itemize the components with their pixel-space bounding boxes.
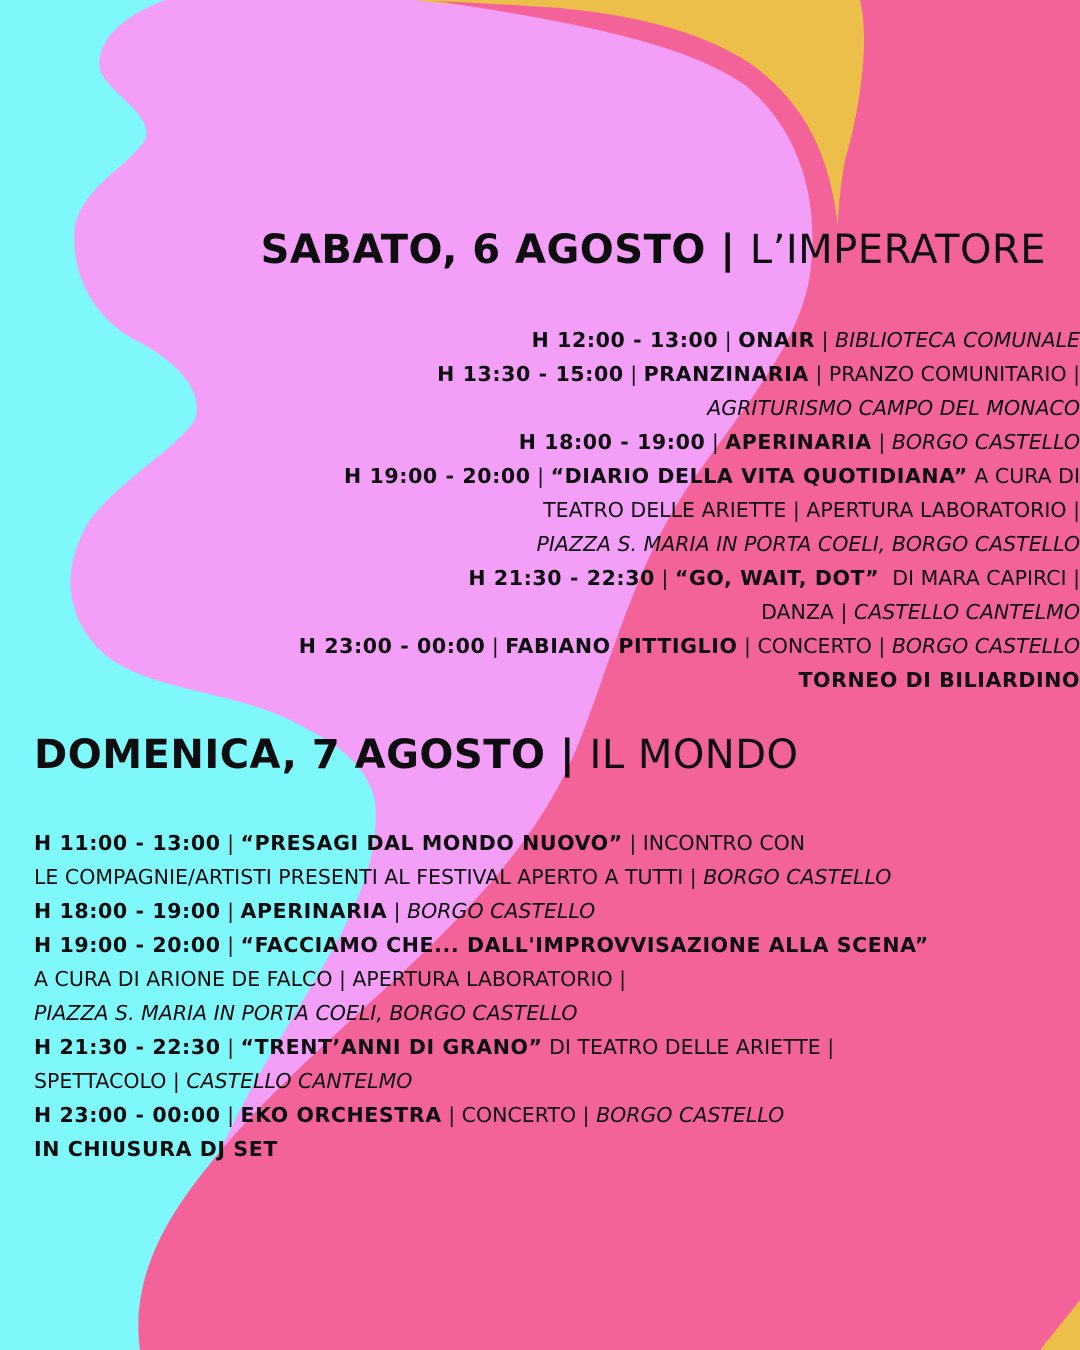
schedule-line: [0, 527, 1080, 561]
time-slot: H 18:00 - 19:00: [34, 899, 221, 923]
time-slot: H 13:30 - 15:00: [437, 362, 624, 386]
event-location: PIAZZA S. MARIA IN PORTA COELI, BORGO CASTELLO: [536, 532, 1080, 556]
event-location: CASTELLO CANTELMO: [186, 1069, 413, 1093]
schedule-line: [0, 391, 1080, 425]
sunday-section: [0, 731, 1080, 779]
event-detail: CONCERTO |: [461, 1103, 597, 1127]
schedule-line: H 23:00 - 00:00 | FABIANO PITTIGLIO | CONCERTO | BORGO CASTELLO: [298, 634, 1080, 658]
event-location: PIAZZA S. MARIA IN PORTA COELI, BORGO CASTELLO: [34, 1001, 578, 1025]
event-location: CASTELLO CANTELMO: [853, 600, 1080, 624]
time-slot: H 23:00 - 00:00: [298, 634, 486, 658]
event-detail: A CURA DI ARIONE DE FALCO | APERTURA LABORATORIO |: [34, 967, 627, 991]
schedule-line: H 21:30 - 22:30 | “GO, WAIT, DOT” DI MARA CAPIRCI |: [468, 566, 1080, 590]
saturday-section: [0, 226, 1080, 274]
time-slot: H 21:30 - 22:30: [34, 1035, 221, 1059]
saturday-schedule: [0, 323, 1080, 697]
event-detail: DI MARA CAPIRCI |: [879, 566, 1080, 590]
schedule-line: H 19:00 - 20:00 | “DIARIO DELLA VITA QUOTIDIANA” A CURA DI: [344, 464, 1080, 488]
time-slot: H 21:30 - 22:30: [468, 566, 655, 590]
schedule-line: [34, 1064, 1080, 1098]
sunday-title: [0, 731, 1080, 779]
schedule-line: [34, 860, 1080, 894]
saturday-title-separator: |: [720, 227, 736, 273]
event-name: EKO ORCHESTRA: [240, 1103, 442, 1127]
event-name: ONAIR: [738, 328, 816, 352]
schedule-line: H 12:00 - 13:00 | ONAIR | BIBLIOTECA COMUNALE: [531, 328, 1080, 352]
time-slot: H 18:00 - 19:00: [518, 430, 706, 454]
saturday-date: SABATO, 6 AGOSTO: [260, 227, 706, 273]
event-name: “DIARIO DELLA VITA QUOTIDIANA”: [550, 464, 968, 488]
event-location: BORGO CASTELLO: [891, 634, 1080, 658]
time-slot: H 19:00 - 20:00: [344, 464, 531, 488]
sunday-date: DOMENICA, 7 AGOSTO: [34, 732, 546, 778]
saturday-title: [0, 226, 1080, 274]
event-name: “GO, WAIT, DOT”: [674, 566, 880, 590]
event-detail: DI TEATRO DELLE ARIETTE |: [542, 1035, 835, 1059]
schedule-line: H 21:30 - 22:30 | “TRENT’ANNI DI GRANO” DI TEATRO DELLE ARIETTE |: [34, 1035, 835, 1059]
saturday-theme: L’IMPERATORE: [749, 227, 1046, 273]
schedule-line: [0, 595, 1080, 629]
event-name: APERINARIA: [725, 430, 872, 454]
schedule-line: [34, 1132, 1080, 1166]
event-detail: CONCERTO |: [757, 634, 892, 658]
schedule-line: H 18:00 - 19:00 | APERINARIA | BORGO CASTELLO: [34, 899, 596, 923]
schedule-line: H 23:00 - 00:00 | EKO ORCHESTRA | CONCERTO | BORGO CASTELLO: [34, 1103, 785, 1127]
event-location: BORGO CASTELLO: [891, 430, 1080, 454]
event-name: FABIANO PITTIGLIO: [505, 634, 738, 658]
event-name: APERINARIA: [240, 899, 388, 923]
event-detail: A CURA DI: [967, 464, 1080, 488]
event-detail: | INCONTRO CON: [622, 831, 806, 855]
time-slot: H 12:00 - 13:00: [531, 328, 719, 352]
schedule-line: [0, 663, 1080, 697]
event-name: IN CHIUSURA DJ SET: [34, 1137, 278, 1161]
time-slot: H 19:00 - 20:00: [34, 933, 221, 957]
schedule-line: H 13:30 - 15:00 | PRANZINARIA | PRANZO COMUNITARIO |: [437, 362, 1080, 386]
event-name: PRANZINARIA: [643, 362, 809, 386]
schedule-line: H 19:00 - 20:00 | “FACCIAMO CHE... DALL'IMPROVVISAZIONE ALLA SCENA”: [34, 933, 929, 957]
sunday-schedule: [0, 826, 1080, 1166]
event-detail: DANZA |: [761, 600, 854, 624]
sunday-theme: IL MONDO: [589, 732, 799, 778]
event-name: TORNEO DI BILIARDINO: [798, 668, 1080, 692]
event-location: AGRITURISMO CAMPO DEL MONACO: [707, 396, 1080, 420]
schedule-line: [34, 996, 1080, 1030]
event-detail: TEATRO DELLE ARIETTE | APERTURA LABORATORIO |: [543, 498, 1080, 522]
event-name: “FACCIAMO CHE... DALL'IMPROVVISAZIONE ALLA SCENA”: [240, 933, 929, 957]
sunday-title-separator: |: [559, 732, 576, 778]
event-detail: LE COMPAGNIE/ARTISTI PRESENTI AL FESTIVAL APERTO A TUTTI |: [34, 865, 704, 889]
time-slot: H 23:00 - 00:00: [34, 1103, 221, 1127]
event-location: BORGO CASTELLO: [596, 1103, 785, 1127]
schedule-line: H 11:00 - 13:00 | “PRESAGI DAL MONDO NUOVO” | INCONTRO CON: [34, 831, 806, 855]
event-name: “TRENT’ANNI DI GRANO”: [240, 1035, 543, 1059]
event-name: “PRESAGI DAL MONDO NUOVO”: [240, 831, 623, 855]
event-detail: SPETTACOLO |: [34, 1069, 187, 1093]
schedule-line: [34, 962, 1080, 996]
schedule-line: H 18:00 - 19:00 | APERINARIA | BORGO CASTELLO: [518, 430, 1080, 454]
event-location: BORGO CASTELLO: [703, 865, 892, 889]
event-location: BIBLIOTECA COMUNALE: [835, 328, 1080, 352]
time-slot: H 11:00 - 13:00: [34, 831, 221, 855]
event-detail: PRANZO COMUNITARIO |: [828, 362, 1080, 386]
schedule-line: [0, 493, 1080, 527]
event-location: BORGO CASTELLO: [407, 899, 596, 923]
